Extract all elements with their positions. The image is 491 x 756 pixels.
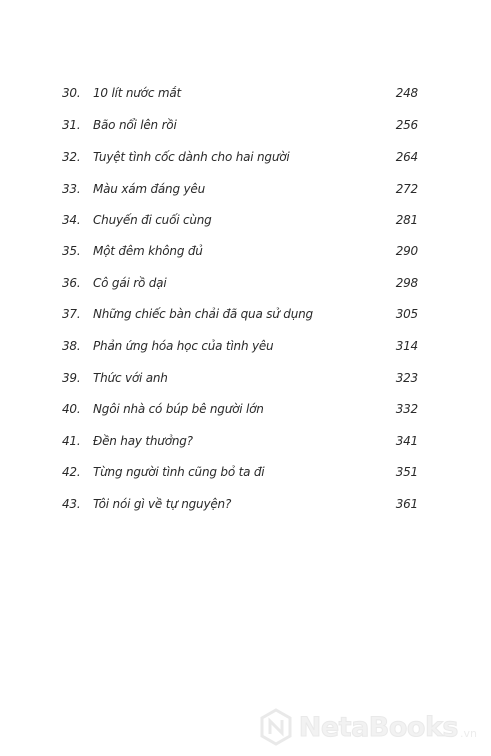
- page-number: 351: [395, 465, 418, 479]
- chapter-title: Chuyến đi cuối cùng: [93, 213, 212, 227]
- toc-entry: [0, 304, 491, 324]
- page-number: 314: [395, 339, 418, 353]
- chapter-number: 31.: [62, 118, 81, 132]
- toc-entry: [0, 494, 491, 514]
- toc-entry: [0, 179, 491, 199]
- chapter-title: Bão nổi lên rồi: [93, 118, 177, 132]
- chapter-title: Những chiếc bàn chải đã qua sử dụng: [93, 307, 313, 321]
- chapter-number: 35.: [62, 244, 81, 258]
- chapter-title: Một đêm không đủ: [93, 244, 203, 258]
- page-number: 281: [395, 213, 418, 227]
- chapter-number: 30.: [62, 86, 81, 100]
- toc-entry: [0, 273, 491, 293]
- page-number: 248: [395, 86, 418, 100]
- chapter-number: 37.: [62, 307, 81, 321]
- chapter-number: 36.: [62, 276, 81, 290]
- netabooks-watermark: [259, 708, 477, 746]
- page-number: 341: [395, 434, 418, 448]
- chapter-number: 42.: [62, 465, 81, 479]
- chapter-number: 40.: [62, 402, 81, 416]
- chapter-number: 39.: [62, 371, 81, 385]
- page-number: 264: [395, 150, 418, 164]
- toc-entry: [0, 368, 491, 388]
- page-number: 298: [395, 276, 418, 290]
- chapter-title: Thức với anh: [93, 371, 168, 385]
- chapter-number: 32.: [62, 150, 81, 164]
- chapter-number: 43.: [62, 497, 81, 511]
- neta-logo-icon: [259, 708, 293, 746]
- chapter-title: Ngôi nhà có búp bê người lớn: [93, 402, 264, 416]
- chapter-number: 34.: [62, 213, 81, 227]
- chapter-title: Tuyệt tình cốc dành cho hai người: [93, 150, 290, 164]
- chapter-title: Tôi nói gì về tự nguyện?: [93, 497, 232, 511]
- chapter-title: Từng người tình cũng bỏ ta đi: [93, 465, 265, 479]
- chapter-title: Cô gái rồ dại: [93, 276, 167, 290]
- toc-entry: [0, 241, 491, 261]
- toc-entry: [0, 336, 491, 356]
- page-number: 256: [395, 118, 418, 132]
- chapter-title: Màu xám đáng yêu: [93, 182, 205, 196]
- page-number: 332: [395, 402, 418, 416]
- chapter-number: 38.: [62, 339, 81, 353]
- page-number: 272: [395, 182, 418, 196]
- chapter-number: 33.: [62, 182, 81, 196]
- toc-entry: [0, 147, 491, 167]
- watermark-suffix: .vn: [460, 727, 477, 740]
- toc-entry: [0, 462, 491, 482]
- page-number: 323: [395, 371, 418, 385]
- page-number: 290: [395, 244, 418, 258]
- toc-entry: [0, 83, 491, 103]
- toc-entry: [0, 115, 491, 135]
- chapter-title: Đền hay thưởng?: [93, 434, 193, 448]
- chapter-title: 10 lít nước mắt: [93, 86, 181, 100]
- watermark-brand: NetaBooks: [298, 711, 459, 743]
- page-number: 305: [395, 307, 418, 321]
- chapter-number: 41.: [62, 434, 81, 448]
- toc-entry: [0, 431, 491, 451]
- toc-entry: [0, 399, 491, 419]
- page-number: 361: [395, 497, 418, 511]
- toc-entry: [0, 210, 491, 230]
- chapter-title: Phản ứng hóa học của tình yêu: [93, 339, 274, 353]
